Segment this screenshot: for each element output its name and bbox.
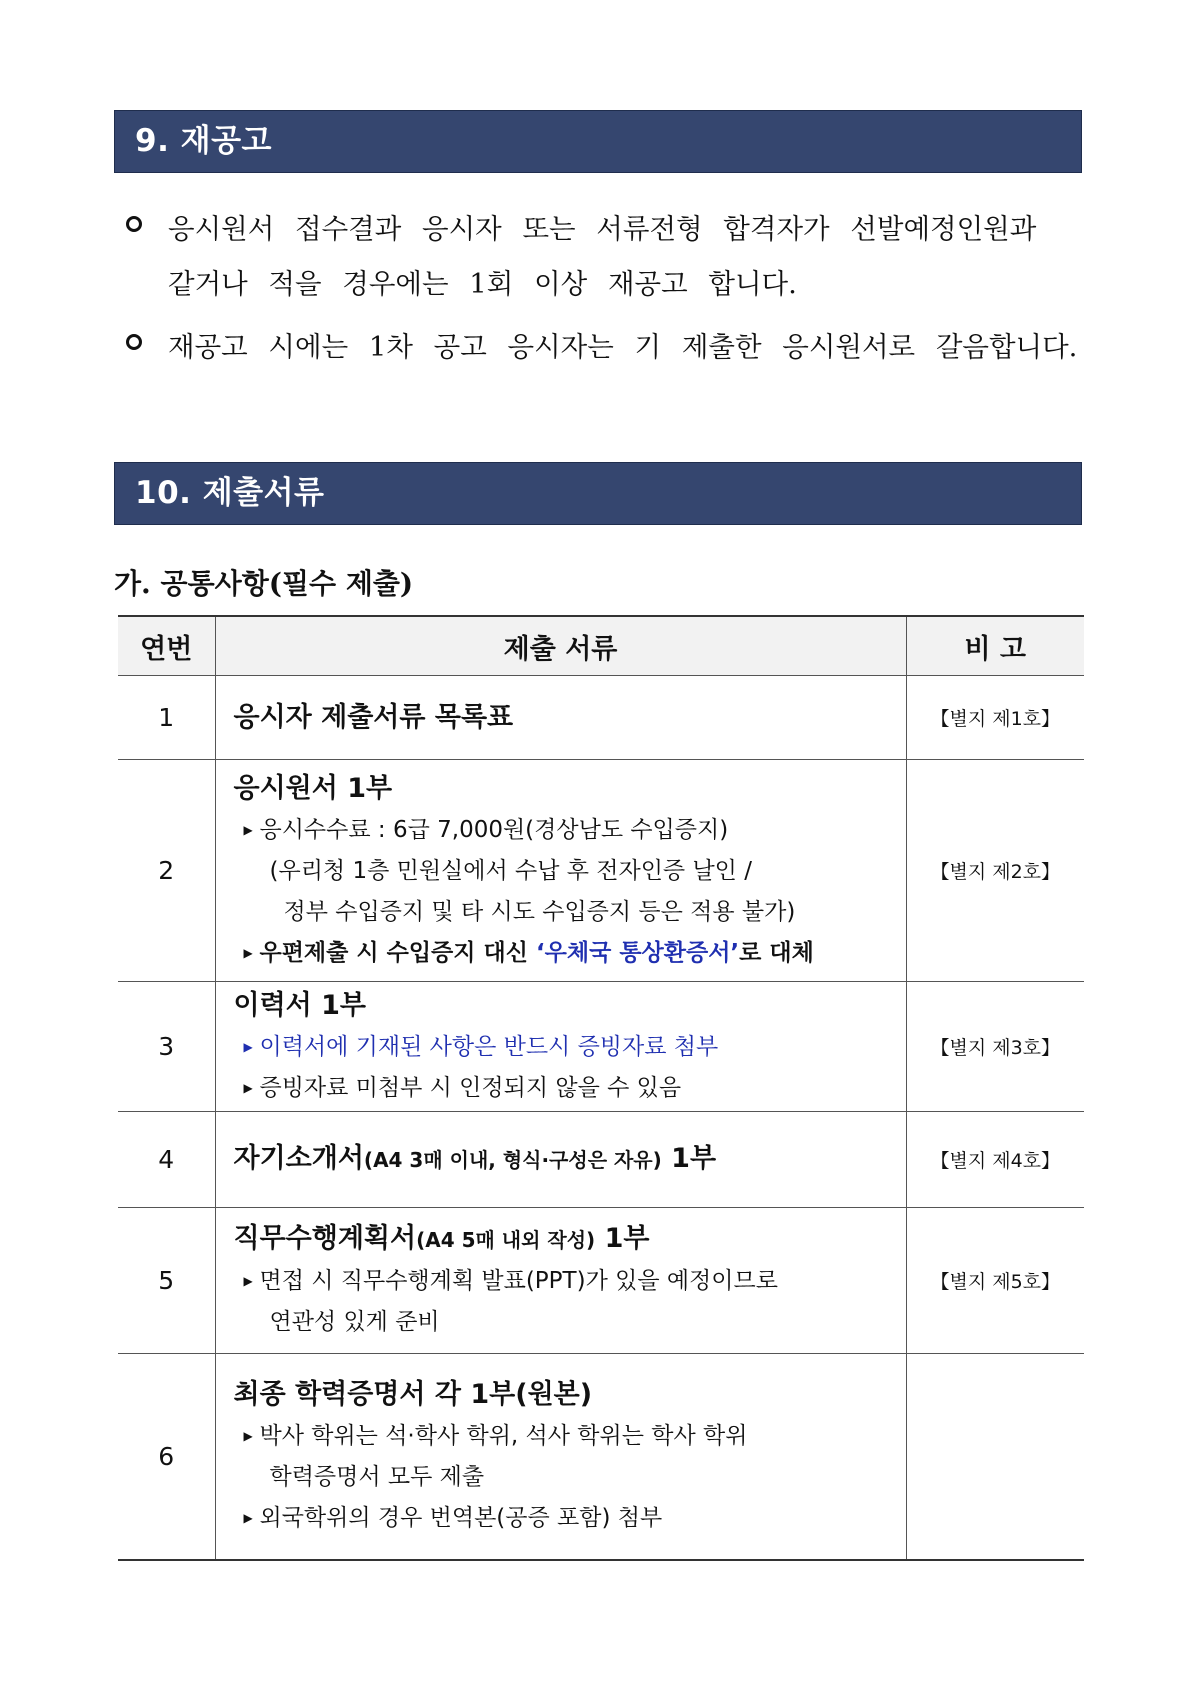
section-9-bullets [126,202,1086,375]
list-item-detail: 연관성 있게 준비 [269,1309,440,1335]
triangle-bullet-icon: ▶ [243,1274,253,1288]
triangle-bullet-icon: ▶ [243,1428,253,1443]
row-note: 【별지 제5호】 [906,1208,1084,1354]
doc-title: 이력서 1부 [233,989,367,1021]
list-item: ▶ 면접 시 직무수행계획 발표(PPT)가 있을 예정이므로 [234,1261,905,1302]
list-item-detail: 학력증명서 모두 제출 [269,1463,485,1490]
row-number: 6 [118,1354,215,1560]
triangle-bullet-icon: ▶ [243,1039,253,1054]
bullet-text-line: 재공고 시에는 1차 공고 응시자는 기 제출한 응시원서로 갈음합니다. [168,331,1078,363]
doc-title: 자기소개서(A4 3매 이내, 형식·구성은 자유) 1부 [233,1143,717,1174]
row-number: 2 [118,760,215,982]
list-item-detail: (우리청 1층 민원실에서 수납 후 전자인증 날인 / [269,857,752,884]
row-note: 【별지 제3호】 [906,982,1084,1112]
bullet-text-line: 같거나 적을 경우에는 1회 이상 재공고 합니다. [168,268,797,300]
row-note: 【별지 제1호】 [906,676,1084,760]
row-note: 【별지 제2호】 [906,760,1084,982]
list-item: ▶ 이력서에 기재된 사항은 반드시 증빙자료 첨부 [234,1027,905,1068]
doc-title: 응시자 제출서류 목록표 [233,701,514,733]
row-number: 1 [118,676,215,760]
table-header-row [118,616,1084,676]
row-note [906,1354,1084,1560]
table-row [118,982,1084,1112]
row-number: 3 [118,982,215,1112]
table-row [118,1208,1084,1354]
doc-title: 최종 학력증명서 각 1부(원본) [233,1378,593,1410]
table-row [118,1354,1084,1560]
header-doc: 제출 서류 [215,616,906,676]
doc-title: 직무수행계획서(A4 5매 내외 작성) 1부 [233,1223,650,1254]
triangle-bullet-icon: ▶ [243,1080,253,1095]
triangle-bullet-icon: ▶ [243,1510,253,1525]
list-item-detail: 정부 수입증지 및 타 시도 수입증지 등은 적용 불가) [283,898,796,925]
list-item: ▶ 응시수수료 : 6급 7,000원(경상남도 수입증지) [234,810,905,851]
bullet-text-line: 응시원서 접수결과 응시자 또는 서류전형 합격자가 선발예정인원과 [168,213,1037,245]
row-number: 5 [118,1208,215,1354]
list-item: ▶ 증빙자료 미첨부 시 인정되지 않을 수 있음 [234,1068,905,1109]
circle-bullet-icon [126,216,142,232]
documents-table [118,615,1084,1561]
header-note: 비 고 [906,616,1084,676]
triangle-bullet-icon: ▶ [243,822,253,837]
list-item: ▶ 우편제출 시 수입증지 대신 ‘우체국 통상환증서’로 대체 [234,933,905,974]
row-note: 【별지 제4호】 [906,1112,1084,1208]
table-row [118,676,1084,760]
list-item: ▶ 박사 학위는 석·학사 학위, 석사 학위는 학사 학위 [234,1416,905,1457]
highlight-text: ‘우체국 통상환증서’ [535,939,740,966]
header-no: 연번 [118,616,215,676]
triangle-bullet-icon: ▶ [243,945,253,960]
bullet-item [126,202,1086,312]
doc-title: 응시원서 1부 [233,772,393,804]
circle-bullet-icon [126,334,142,350]
section-10-header: 10. 제출서류 [114,462,1082,525]
list-item: ▶ 외국학위의 경우 번역본(공증 포함) 첨부 [234,1498,905,1539]
subsection-heading: 가. 공통사항(필수 제출) [114,567,414,600]
row-number: 4 [118,1112,215,1208]
section-9-header: 9. 재공고 [114,110,1082,173]
bullet-item [126,320,1086,375]
table-row [118,1112,1084,1208]
table-row [118,760,1084,982]
